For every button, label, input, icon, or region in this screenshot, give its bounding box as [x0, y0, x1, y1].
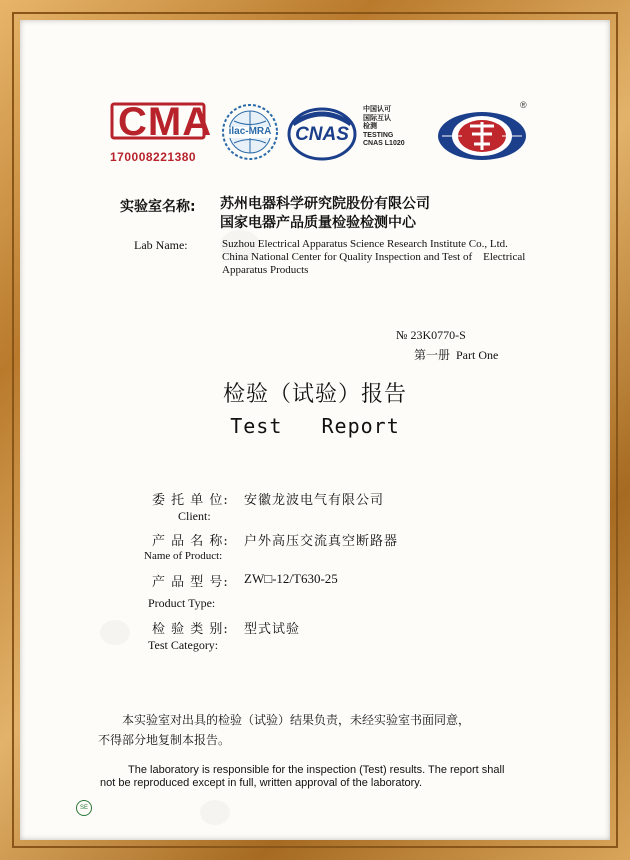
- lab-label-en: Lab Name:: [134, 238, 188, 252]
- lab-name-en-line1: Suzhou Electrical Apparatus Science Research Institute Co., Ltd.: [222, 238, 508, 250]
- test-category-value: 型式试验: [244, 622, 301, 637]
- lab-name-en: [222, 238, 602, 277]
- lab-name-en-line3: Apparatus Products: [222, 264, 309, 276]
- cnas-side-line: CNAS L1020: [363, 140, 405, 147]
- cma-logo: [108, 98, 213, 168]
- lab-name-en-line2: China National Center for Quality Inspection and Test of Electrical: [222, 251, 526, 263]
- product-type-label-cn: 产 品 型 号:: [152, 575, 229, 590]
- disclaimer-en-line2: not be reproduced except in full, written approval of the laboratory.: [100, 777, 423, 789]
- paper-stain: [100, 620, 130, 645]
- cnas-side-line: 国际互认: [363, 114, 391, 122]
- disclaimer-cn: [98, 710, 470, 750]
- product-type-value: ZW□-12/T630-25: [244, 571, 338, 586]
- test-category-label-en: Test Category:: [148, 638, 219, 652]
- cnas-text: CNAS: [295, 124, 349, 145]
- disclaimer-en-line1: The laboratory is responsible for the inspection (Test) results. The report shall: [128, 764, 505, 776]
- cnas-side-line: TESTING: [363, 131, 394, 139]
- disclaimer-cn-line2: 不得部分地复制本报告。: [98, 733, 231, 747]
- report-volume: 第一册 Part One: [414, 348, 499, 362]
- lab-name-cn-line1: 苏州电器科学研究院股份有限公司: [220, 196, 430, 212]
- ilac-text: ilac-MRA: [228, 126, 272, 137]
- footer-stamp-mark: SE: [76, 800, 92, 816]
- disclaimer-cn-line1: 本实验室对出具的检验（试验）结果负责，未经实验室书面同意，: [122, 713, 471, 727]
- certificate-page: [20, 20, 610, 840]
- lab-name-cn-line2: 国家电器产品质量检验检测中心: [220, 215, 416, 231]
- disclaimer-en: [100, 764, 504, 790]
- ilac-mra-logo: [220, 102, 280, 164]
- product-name-label-en: Name of Product:: [144, 550, 223, 562]
- test-category-label-cn: 检 验 类 别:: [152, 622, 229, 637]
- cnas-side-line: 检测: [363, 123, 377, 130]
- cnas-side-text: [363, 106, 405, 149]
- report-number: № 23K0770-S: [396, 328, 466, 342]
- report-title-cn: 检验（试验）报告: [222, 382, 407, 407]
- product-name-label-cn: 产 品 名 称:: [152, 534, 229, 549]
- cnas-side-line: 中国认可: [363, 106, 391, 113]
- client-value: 安徽龙波电气有限公司: [244, 493, 385, 508]
- paper-stain: [200, 800, 230, 825]
- product-name-value: 户外高压交流真空断路器: [244, 534, 399, 549]
- cccf-seal-icon: [434, 104, 534, 166]
- product-type-label-en: Product Type:: [148, 596, 216, 610]
- report-title-en: Test Report: [230, 414, 400, 438]
- lab-label-cn: 实验室名称:: [120, 199, 196, 215]
- lab-name-cn: [220, 195, 430, 233]
- client-label-en: Client:: [178, 509, 211, 523]
- cma-letters: CMA: [118, 100, 213, 144]
- client-label-cn: 委 托 单 位:: [152, 493, 229, 508]
- cnas-logo: [287, 106, 357, 162]
- cccf-seal-logo: [434, 100, 534, 166]
- cma-number: 170008221380: [110, 150, 197, 164]
- registered-mark: ®: [520, 100, 527, 110]
